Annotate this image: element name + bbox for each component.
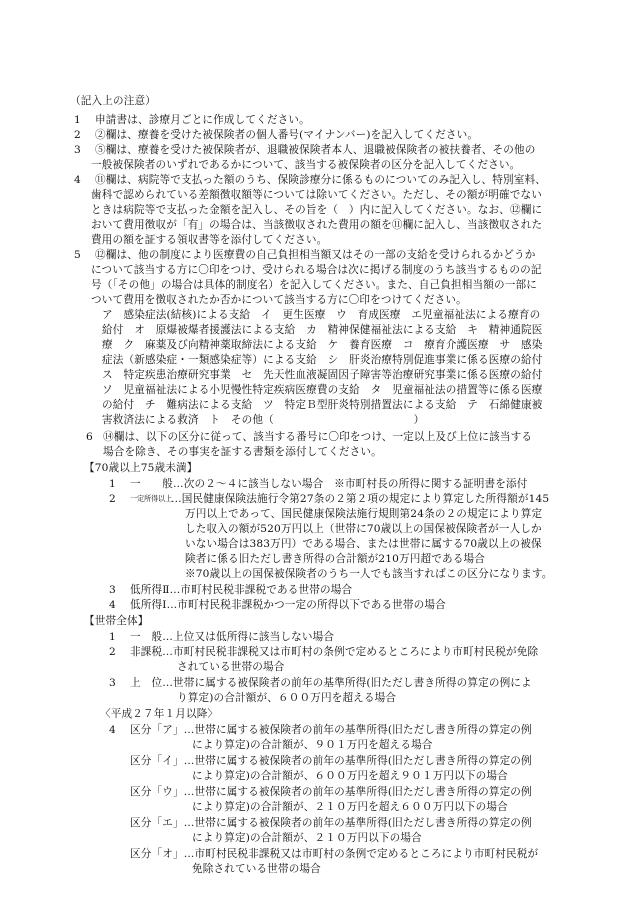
category-4-text: 低所得Ⅰ…市町村民税非課税かつ一定の所得以下である世帯の場合 bbox=[130, 599, 446, 611]
note-4-line: ⑪欄は、病院等で支払った額のうち、保険診療分に係るものについてのみ記入し、特別室料、 bbox=[95, 174, 547, 186]
note-3-line: ⑤欄は、療養を受けた被保険者が、退職被保険者本人、退職被保険者の被扶養者、その他の bbox=[95, 144, 536, 156]
bracket-i-line: 区分「イ」…世帯に属する被保険者の前年の基準所得(旧ただし書き所得の算定の例 bbox=[130, 755, 532, 767]
category-1-number: 1 bbox=[109, 478, 116, 490]
category-1-text: 一 般…次の２～４に該当しない場合 ※市町村長の所得に関する証明書を添付 bbox=[130, 478, 528, 490]
category-4-number: 4 bbox=[109, 599, 116, 611]
household-3-line: り算定)の合計額が、６００万円を超える場合 bbox=[177, 692, 397, 704]
section-heading-70-75: 【70歳以上75歳未満】 bbox=[84, 462, 198, 474]
household-2-line: されている世帯の場合 bbox=[177, 661, 285, 673]
bracket-u-line: 区分「ウ」…世帯に属する被保険者の前年の基準所得(旧ただし書き所得の算定の例 bbox=[130, 786, 532, 798]
note-4-line: おいて費用徴収が「有」の場合は、当該徴収された費用の額を⑪欄に記入し、当該徴収された bbox=[91, 219, 543, 231]
note-5-line: 号（「その他」の場合は具体的制度名）を記入してください。また、自己負担相当額の一部に bbox=[91, 279, 537, 291]
category-2-line: した収入の額が520万円以上（世帯に70歳以上の国保被保険者が一人しか bbox=[185, 523, 542, 535]
section-heading-household: 【世帯全体】 bbox=[84, 615, 149, 627]
category-2-label: 一定所得以上 bbox=[130, 494, 172, 503]
era-heading: 〈平成２７年１月以降〉 bbox=[100, 708, 219, 720]
category-2-line: 万円以上であって、国民健康保険法施行規則第24条の２の規定により算定 bbox=[185, 508, 543, 520]
category-2-line: いない場合は383万円）である場合、または世帯に属する70歳以上の被保 bbox=[185, 538, 542, 550]
note-4-line: 費用の額を証する領収書等を添付してください。 bbox=[91, 234, 328, 246]
bracket-e-line: により算定)の合計額が、２１０万円以下の場合 bbox=[192, 832, 422, 844]
note-1-number: 1 bbox=[74, 114, 81, 126]
note-3-line: 一般被保険者のいずれであるかについて、該当する被保険者の区分を記入してください。 bbox=[91, 159, 521, 171]
note-4-line: 歯科で認められている差額徴収額等については除いてください。ただし、その額が明確でない bbox=[91, 189, 543, 201]
notes-heading: （記入上の注意） bbox=[70, 95, 156, 107]
benefit-systems-line: 症法（新感染症・一類感染症等）による支給 シ 肝炎治療特別促進事業に係る医療の給付 bbox=[102, 354, 543, 366]
bracket-o-line: 免除されている世帯の場合 bbox=[192, 863, 321, 875]
category-2-note: ※70歳以上の国保被保険者のうち一人でも該当すればこの区分になります。 bbox=[185, 568, 553, 580]
bracket-a-line: 区分「ア」…世帯に属する被保険者の前年の基準所得(旧ただし書き所得の算定の例 bbox=[130, 724, 532, 736]
benefit-systems-line: ア 感染症法(結核)による支給 イ 更生医療 ウ 育成医療 エ児童福祉法による療育の bbox=[102, 309, 541, 321]
category-2-line: 険者に係る旧ただし書き所得の合計額が210万円超である場合 bbox=[185, 553, 486, 565]
benefit-systems-line: ソ 児童福祉法による小児慢性特定疾病医療費の支給 タ 児童福祉法の措置等に係る医療 bbox=[102, 384, 543, 396]
note-4-line: ときは病院等で支払った金額を記入し、その旨を（ ）内に記入してください。なお、⑫欄に bbox=[91, 204, 543, 216]
note-5-line: ⑫欄は、他の制度により医療費の自己負担相当額又はその一部の支給を受けられるかどうか bbox=[95, 249, 536, 261]
note-1-text: 申請書は、診療月ごとに作成してください。 bbox=[95, 114, 310, 126]
note-2-text: ②欄は、療養を受けた被保険者の個人番号(マイナンバー)を記入してください。 bbox=[95, 129, 479, 141]
note-3-number: 3 bbox=[74, 144, 81, 156]
benefit-systems-line: の給付 チ 難病法による支給 ツ 特定Ｂ型肝炎特別措置法による支給 テ 石綿健康被 bbox=[102, 399, 543, 411]
note-4-number: 4 bbox=[74, 174, 81, 186]
note-6-line: 場合を除き、その事実を証する書類を添付してください。 bbox=[103, 446, 382, 458]
household-2-line: 非課税…市町村民税非課税又は市町村の条例で定めるところにより市町村民税が免除 bbox=[130, 646, 539, 658]
note-5-line: ついて費用を徴収されたか否かについて該当する方に〇印をつけてください。 bbox=[91, 294, 467, 306]
bracket-e-line: 区分「エ」…世帯に属する被保険者の前年の基準所得(旧ただし書き所得の算定の例 bbox=[130, 817, 532, 829]
bracket-o-line: 区分「オ」…市町村民税非課税又は市町村の条例で定めるところにより市町村民税が bbox=[130, 848, 539, 860]
note-2-number: 2 bbox=[74, 129, 81, 141]
category-3-number: 3 bbox=[109, 584, 116, 596]
household-3-line: 上 位…世帯に属する被保険者の前年の基準所得(旧ただし書き所得の算定の例によ bbox=[130, 677, 532, 689]
household-3-number: 3 bbox=[109, 677, 116, 689]
bracket-i-line: により算定)の合計額が、６００万円を超え９０１万円以下の場合 bbox=[192, 770, 508, 782]
category-3-text: 低所得Ⅱ…市町村民税非課税である世帯の場合 bbox=[130, 584, 353, 596]
household-1-number: 1 bbox=[109, 631, 116, 643]
note-5-number: 5 bbox=[74, 249, 81, 261]
note-6-number: 6 bbox=[86, 431, 93, 443]
category-2-number: 2 bbox=[109, 493, 116, 505]
note-6-line: ⑭欄は、以下の区分に従って、該当する番号に〇印をつけ、一定以上及び上位に該当する bbox=[103, 431, 533, 443]
benefit-systems-line: 療 ク 麻薬及び向精神薬取締法による支給 ケ 養育医療 コ 療育介護医療 サ 感染 bbox=[102, 339, 543, 351]
benefit-systems-line: 給付 オ 原爆被爆者援護法による支給 カ 精神保健福祉法による支給 キ 精神通院医 bbox=[102, 324, 543, 336]
household-4-number: 4 bbox=[109, 724, 116, 736]
benefit-systems-line: 害救済法による救済 ト その他（ ） bbox=[102, 414, 425, 426]
category-2-line: …国民健康保険法施行令第27条の２第２項の規定により算定した所得額が145 bbox=[171, 493, 550, 505]
benefit-systems-line: ス 特定疾患治療研究事業 セ 先天性血液凝固因子障害等治療研究事業に係る医療の給付 bbox=[102, 369, 543, 381]
note-5-line: について該当する方に〇印をつけ、受けられる場合は次に掲げる制度のうち該当するものの記 bbox=[91, 264, 542, 276]
bracket-u-line: により算定)の合計額が、２１０万円を超え６００万円以下の場合 bbox=[192, 801, 508, 813]
household-2-number: 2 bbox=[109, 646, 116, 658]
bracket-a-line: により算定)の合計額が、９０１万円を超える場合 bbox=[192, 739, 433, 751]
household-1-text: 一 般…上位又は低所得に該当しない場合 bbox=[130, 631, 335, 643]
